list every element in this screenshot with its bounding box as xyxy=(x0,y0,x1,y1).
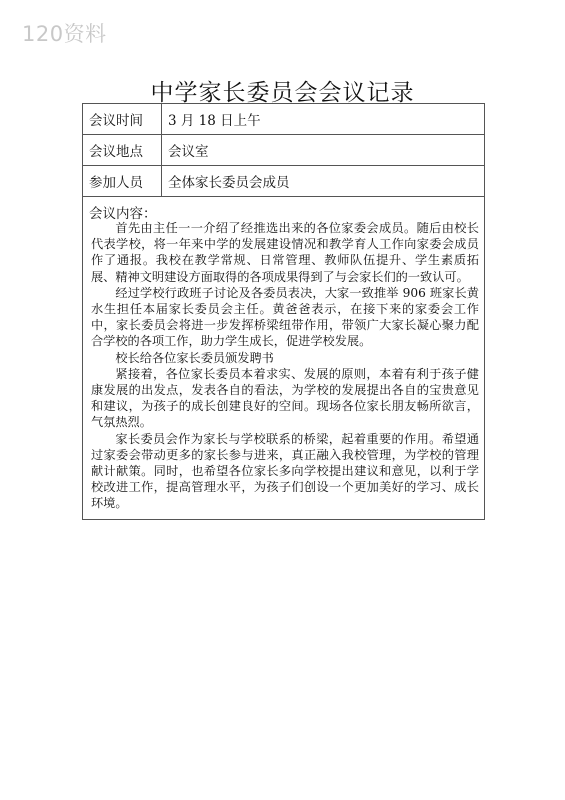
time-value: 3 月 18 日上午 xyxy=(162,104,485,135)
table-row xyxy=(83,104,485,135)
content-body xyxy=(91,220,479,512)
watermark: 120资料 xyxy=(22,22,107,46)
table-row xyxy=(83,166,485,197)
attendees-label: 参加人员 xyxy=(83,166,162,197)
attendees-value: 全体家长委员会成员 xyxy=(162,166,485,197)
paragraph: 紧接着，各位家长委员本着求实、发展的原则，本着有利于孩子健康发展的出发点，发表各自的看法，为学校的发展提出各自的宝贵意见和建议，为孩子的成长创建良好的空间。现场各位家长朋友畅所欲言，气氛热烈。 xyxy=(91,366,479,430)
time-label: 会议时间 xyxy=(83,104,162,135)
paragraph: 首先由主任一一介绍了经推选出来的各位家委会成员。随后由校长代表学校，将一年来中学的发展建设情况和教学育人工作向家委会成员作了通报。我校在教学常规、日常管理、教师队伍提升、学生素质拓展、精神文明建设方面取得的各项成果得到了与会家长们的一致认可。 xyxy=(91,221,479,284)
table-row xyxy=(83,135,485,166)
location-label: 会议地点 xyxy=(83,135,162,166)
paragraph: 家长委员会作为家长与学校联系的桥梁，起着重要的作用。希望通过家委会带动更多的家长参与进来，真正融入我校管理，为学校的管理献计献策。同时，也希望各位家长多向学校提出建议和意见，以利于学校改进工作，提高管理水平，为孩子们创设一个更加美好的学习、成长环境。 xyxy=(91,431,479,511)
location-value: 会议室 xyxy=(162,135,485,166)
content-heading: 会议内容： xyxy=(89,206,157,222)
paragraph: 校长给各位家长委员颁发聘书 xyxy=(115,350,274,365)
page-title: 中学家长委员会会议记录 xyxy=(150,80,415,106)
paragraph: 经过学校行政班子讨论及各委员表决，大家一致推举 906 班家长黄水生担任本届家长委员会主任。黄爸爸表示，在接下来的家委会工作中，家长委员会将进一步发挥桥梁纽带作用，带领广大家长凝心聚力配合学校的各项工作，助力学生成长，促进学校发展。 xyxy=(91,285,479,349)
meeting-info-table xyxy=(82,103,485,197)
meeting-content-box xyxy=(82,196,485,520)
